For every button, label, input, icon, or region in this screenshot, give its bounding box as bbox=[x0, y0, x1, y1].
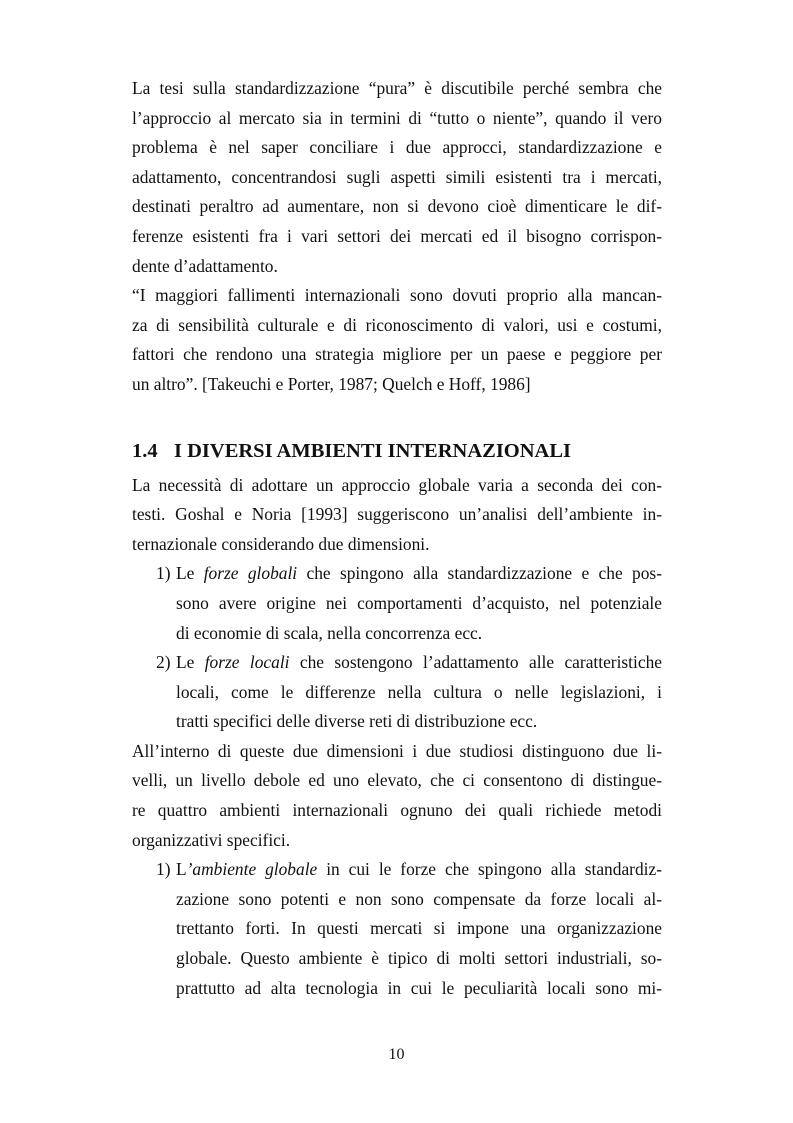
text-line: La tesi sulla standardizzazione “pura” è discutibile perché sembra che bbox=[132, 78, 662, 98]
text-line: re quattro ambienti internazionali ognuno dei quali richiede metodi bbox=[132, 800, 662, 821]
paragraph-intro bbox=[132, 471, 662, 560]
section-title: I DIVERSI AMBIENTI INTERNAZIONALI bbox=[174, 439, 571, 462]
text-line: za di sensibilità culturale e di riconoscimento di valori, usi e costumi, bbox=[132, 314, 662, 335]
text-line: L’ambiente globale in cui le forze che spingono alla standardiz- bbox=[176, 859, 662, 880]
text-line: zazione sono potenti e non sono compensate da forze locali al- bbox=[176, 888, 662, 909]
text-line: di economie di scala, nella concorrenza ecc. bbox=[176, 622, 483, 643]
text-line: sono avere origine nei comportamenti d’acquisto, nel potenziale bbox=[176, 592, 662, 613]
text-line: organizzativi specifici. bbox=[132, 829, 291, 850]
text-line: un altro”. [Takeuchi e Porter, 1987; Quelch e Hoff, 1986] bbox=[132, 373, 531, 394]
text-line: La necessità di adottare un approccio globale varia a seconda dei con- bbox=[132, 474, 662, 495]
page-body bbox=[132, 74, 662, 1003]
emphasis: forze globali bbox=[203, 563, 298, 584]
section-number: 1.4 bbox=[132, 439, 158, 462]
section-heading bbox=[132, 436, 662, 466]
paragraph-levels bbox=[132, 737, 662, 855]
text-line: ferenze esistenti fra i vari settori dei mercati ed il bisogno corrispon- bbox=[132, 225, 662, 246]
text-line: destinati peraltro ad aumentare, non si devono cioè dimenticare le dif- bbox=[132, 196, 662, 217]
list-marker: 1) bbox=[156, 563, 171, 584]
text-line: dente d’adattamento. bbox=[132, 255, 278, 276]
text-line: adattamento, concentrandosi sugli aspetti simili esistenti tra i mercati, bbox=[132, 166, 662, 187]
text-line: Le forze locali che sostengono l’adattamento alle caratteristiche bbox=[176, 652, 662, 673]
list-item bbox=[132, 855, 662, 1003]
environments-list bbox=[132, 855, 662, 1003]
text-line: testi. Goshal e Noria [1993] suggeriscono un’analisi dell’ambiente in- bbox=[132, 504, 662, 525]
emphasis: ’ambiente globale bbox=[186, 859, 318, 880]
text-line: tratti specifici delle diverse reti di distribuzione ecc. bbox=[176, 711, 538, 732]
list-marker: 2) bbox=[156, 652, 171, 673]
text-line: Le forze globali che spingono alla standardizzazione e che pos- bbox=[176, 563, 662, 584]
text-line: ternazionale considerando due dimensioni. bbox=[132, 533, 430, 554]
paragraph-quote bbox=[132, 281, 662, 399]
text-line: All’interno di queste due dimensioni i due studiosi distinguono due li- bbox=[132, 740, 662, 761]
emphasis: forze locali bbox=[204, 652, 290, 673]
text-line: “I maggiori fallimenti internazionali sono dovuti proprio alla mancan- bbox=[132, 285, 662, 306]
list-item bbox=[132, 648, 662, 737]
list-marker: 1) bbox=[156, 859, 171, 880]
paragraph-standardization bbox=[132, 74, 662, 281]
text-line: l’approccio al mercato sia in termini di “tutto o niente”, quando il vero bbox=[132, 107, 662, 128]
text-line: problema è nel saper conciliare i due approcci, standardizzazione e bbox=[132, 137, 662, 158]
text-line: locali, come le differenze nella cultura o nelle legislazioni, i bbox=[176, 681, 662, 702]
text-line: trettanto forti. In questi mercati si impone una organizzazione bbox=[176, 918, 662, 939]
text-line: fattori che rendono una strategia migliore per un paese e peggiore per bbox=[132, 344, 662, 365]
page-number: 10 bbox=[388, 1046, 405, 1063]
forces-list bbox=[132, 559, 662, 737]
list-item bbox=[132, 559, 662, 648]
text-line: prattutto ad alta tecnologia in cui le peculiarità locali sono mi- bbox=[176, 977, 662, 998]
text-line: globale. Questo ambiente è tipico di molti settori industriali, so- bbox=[176, 948, 662, 969]
text-line: velli, un livello debole ed uno elevato, che ci consentono di distingue- bbox=[132, 770, 662, 791]
